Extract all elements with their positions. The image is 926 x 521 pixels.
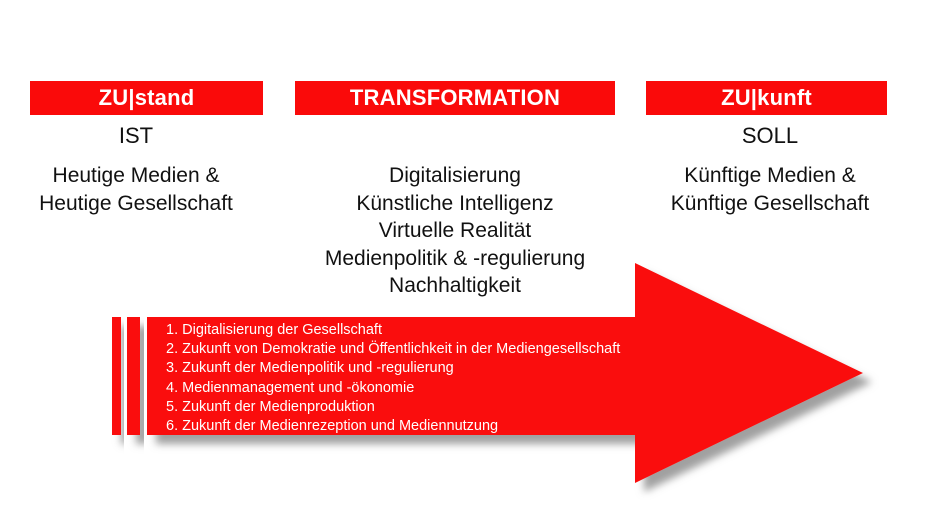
arrow-topic-item: 2. Zukunft von Demokratie und Öffentlichkeit in der Mediengesellschaft xyxy=(166,341,621,358)
column-line: Künstliche Intelligenz xyxy=(356,191,554,215)
label-ist: IST xyxy=(118,123,154,148)
column-line: Digitalisierung xyxy=(389,164,521,187)
arrow-topic-item: 4. Medienmanagement und -ökonomie xyxy=(166,379,415,396)
arrow-topic-item: 3. Zukunft der Medienpolitik und -regulierung xyxy=(166,360,454,377)
column-line: Heutige Medien & xyxy=(52,164,220,187)
header-label-zukunft: ZU|kunft xyxy=(721,85,812,110)
label-soll: SOLL xyxy=(741,123,799,148)
column-line: Medienpolitik & -regulierung xyxy=(324,246,586,270)
speed-stripe-1-shape xyxy=(112,317,121,435)
arrow-topic-item: 6. Zukunft der Medienrezeption und Mediennutzung xyxy=(166,418,499,435)
column-line: Künftige Medien & xyxy=(684,164,856,187)
arrow-topic-item: 5. Zukunft der Medienproduktion xyxy=(166,398,375,415)
header-label-transformation: TRANSFORMATION xyxy=(349,85,561,110)
speed-stripe-2-shape xyxy=(127,317,140,435)
arrow-topic-list xyxy=(166,321,620,436)
header-label-zustand: ZU|stand xyxy=(98,85,195,110)
column-line: Virtuelle Realität xyxy=(378,219,532,242)
column-line: Künftige Gesellschaft xyxy=(670,191,870,215)
column-line: Nachhaltigkeit xyxy=(389,274,521,297)
column-line: Heutige Gesellschaft xyxy=(39,191,233,215)
arrow-topic-item: 1. Digitalisierung der Gesellschaft xyxy=(166,322,382,338)
